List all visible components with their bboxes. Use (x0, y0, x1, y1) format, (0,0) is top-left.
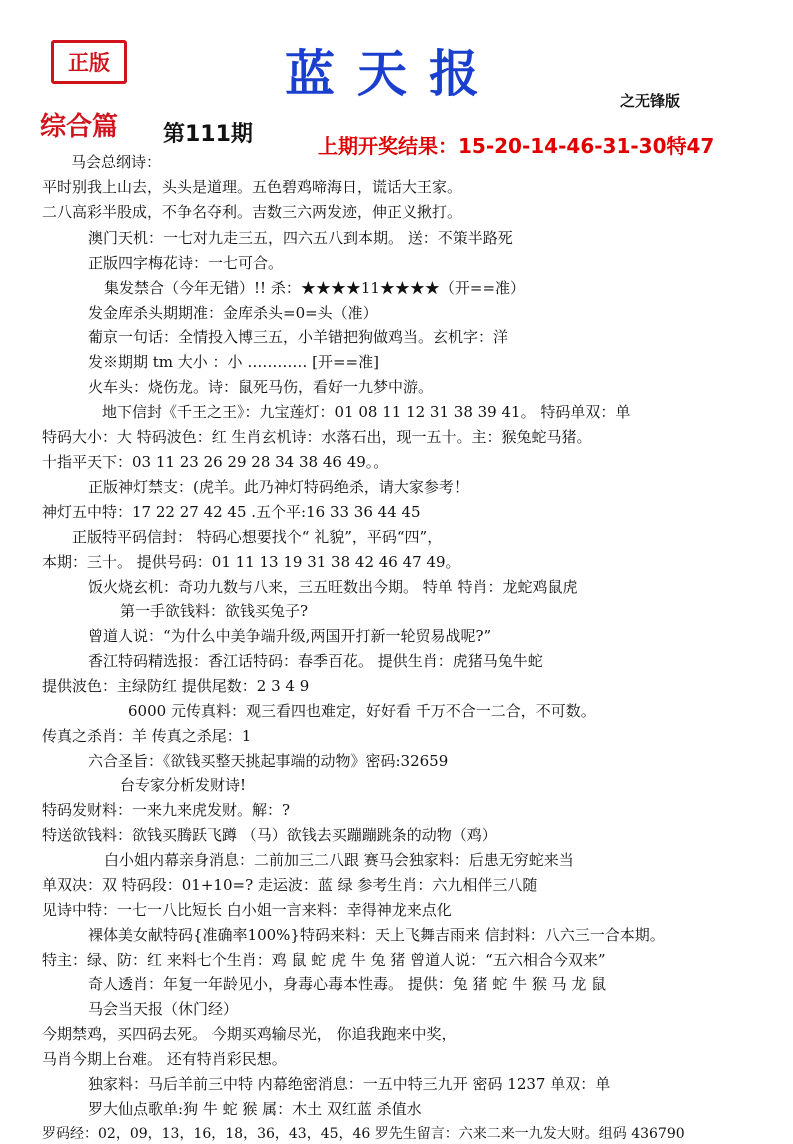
text-line: 平时别我上山去，头头是道理。五色碧鸡啼海日，谎话大王家。 (42, 178, 463, 196)
text-line: 白小姐内幕亲身消息：二前加三二八跟 赛马会独家料：后患无穷蛇来当 (104, 851, 574, 869)
edition-label: 之无锋版 (620, 92, 681, 110)
issue-number: 第111期 (163, 122, 253, 147)
text-line: 单双决：双 特码段：01+10=? 走运波：蓝 绿 参考生肖：六九相伴三八随 (42, 876, 538, 894)
text-line: 台专家分析发财诗! (120, 776, 247, 794)
text-line: 香江特码精选报：香江话特码：春季百花。 提供生肖：虎猪马兔牛蛇 (88, 652, 543, 670)
text-line: 独家料：马后羊前三中特 内幕绝密消息：一五中特三九开 密码 1237 单双：单 (88, 1075, 611, 1093)
text-line: 本期：三十。 提供号码：01 11 13 19 31 38 42 46 47 49。 (42, 553, 461, 571)
text-line: 特主：绿、防：红 来料七个生肖：鸡 鼠 蛇 虎 牛 兔 猪 曾道人说：“五六相合今双来” (42, 951, 606, 969)
text-line: 集发禁合（今年无错）!! 杀：★★★★11★★★★（开==准） (104, 279, 526, 297)
text-line: 特送欲钱料：欲钱买腾跃飞蹲 （马）欲钱去买蹦蹦跳条的动物（鸡） (42, 826, 497, 844)
text-line: 传真之杀肖：羊 传真之杀尾：1 (42, 727, 252, 745)
text-line: 六合圣旨：《欲钱买整天挑起事端的动物》密码:32659 (88, 752, 449, 770)
text-line: 奇人透肖：年复一年龄见小，身毒心毒本性毒。 提供：兔 猪 蛇 牛 猴 马 龙 鼠 (88, 975, 607, 993)
text-line: 发※期期 tm 大小 ：小 ………… [开==准] (88, 353, 379, 371)
last-draw-result: 上期开奖结果：15-20-14-46-31-30特47 (318, 134, 715, 158)
text-line: 十指平天下：03 11 23 26 29 28 34 38 46 49。。 (42, 453, 389, 471)
text-line: 正版四字梅花诗：一七可合。 (88, 254, 284, 272)
text-line: 澳门天机：一七对九走三五，四六五八到本期。 送：不策半路死 (88, 229, 513, 247)
text-line: 葡京一句话：全情投入博三五，小羊错把狗做鸡当。玄机字：洋 (88, 328, 509, 346)
text-line: 正版特平码信封： 特码心想要找个“ 礼貌”，平码“四”， (72, 528, 443, 546)
text-line: 马会当天报（休门经） (88, 1000, 239, 1018)
newspaper-title: 蓝天报 (285, 44, 501, 103)
section-title: 综合篇 (40, 112, 119, 142)
text-line: 马会总纲诗： (71, 153, 162, 171)
text-line: 罗大仙点歌单:狗 牛 蛇 猴 属：木土 双红蓝 杀值水 (88, 1100, 422, 1118)
text-line: 二八高彩半股成，不争名夺利。吉数三六两发迹，伸正义揪打。 (42, 203, 463, 221)
text-line: 特码发财料：一来九来虎发财。解：? (42, 801, 291, 819)
text-line: 马肖今期上台难。 还有特肖彩民想。 (42, 1050, 287, 1068)
text-line: 今期禁鸡，买四码去死。 今期买鸡输尽光， 你追我跑来中奖， (42, 1025, 457, 1043)
text-line: 见诗中特：一七一八比短长 白小姐一言来料：幸得神龙来点化 (42, 901, 452, 919)
text-line: 特码大小：大 特码波色：红 生肖玄机诗：水落石出，现一五十。主：猴兔蛇马猪。 (42, 428, 592, 446)
text-line: 6000 元传真料：观三看四也难定，好好看 千万不合一二合，不可数。 (128, 702, 596, 720)
genuine-edition-stamp: 正版 (51, 40, 127, 84)
text-line: 发金库杀头期期准：金库杀头=0=头（准） (88, 304, 378, 322)
text-line: 火车头：烧伤龙。诗：鼠死马伤，看好一九梦中游。 (88, 378, 434, 396)
text-line: 第一手欲钱料：欲钱买兔子? (120, 602, 309, 620)
text-line: 裸体美女献特码{准确率100%}特码来料：天上飞舞吉雨来 信封料：八六三一合本期。 (88, 926, 665, 944)
text-line: 提供波色：主绿防红 提供尾数：2 3 4 9 (42, 677, 310, 695)
text-line: 罗码经：02，09，13，16，18，36，43，45，46 罗先生留言：六来二来一九发大财。组码 436790 (42, 1126, 685, 1142)
text-line: 曾道人说：“为什么中美争端升级,两国开打新一轮贸易战呢?” (88, 627, 492, 645)
text-line: 饭火烧玄机：奇功九数与八来，三五旺数出今期。 特单 特肖：龙蛇鸡鼠虎 (88, 578, 578, 596)
text-line: 地下信封《千王之王》：九宝莲灯：01 08 11 12 31 38 39 41。 特码单双：单 (102, 403, 631, 421)
text-line: 神灯五中特：17 22 27 42 45 .五个平:16 33 36 44 45 (42, 503, 421, 521)
text-line: 正版神灯禁支：(虎羊。此乃神灯特码绝杀，请大家参考！ (88, 478, 469, 496)
